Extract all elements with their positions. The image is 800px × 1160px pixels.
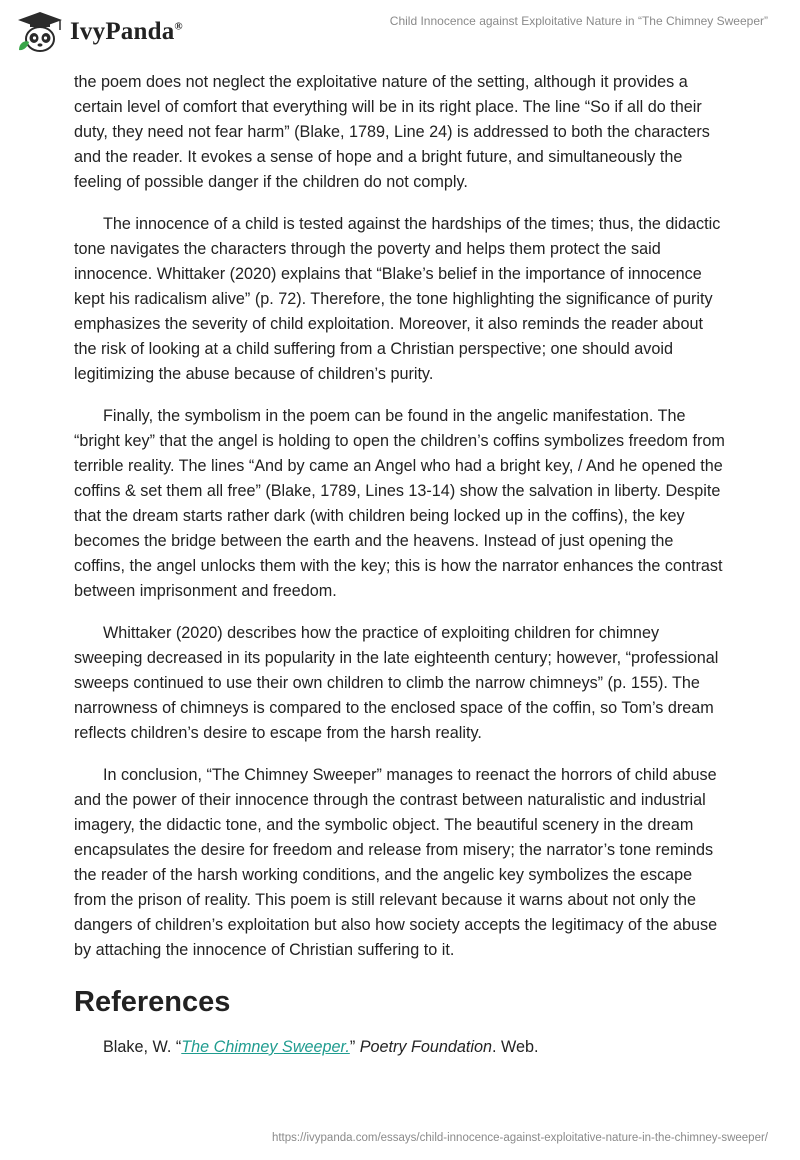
paragraph-continuation: the poem does not neglect the exploitative nature of the setting, although it provides a certain level of comfort that everything will be in its right place. The line “So if all do their duty, they need not fear harm” (Blake, 1789, Line 24) is addressed to both the characters and the reader. It evokes a sense of hope and a bright future, and simultaneously the feeling of possible danger if the children do not comply. <box>74 73 710 191</box>
panda-graduate-icon <box>16 10 64 54</box>
ivypanda-logo[interactable] <box>16 10 183 54</box>
reference-source: Poetry Foundation <box>359 1038 492 1056</box>
reference-title-link[interactable]: The Chimney Sweeper. <box>181 1038 350 1056</box>
paragraph-innocence: The innocence of a child is tested against the hardships of the times; thus, the didactic tone navigates the characters through the poverty and helps them protect the said innocence. Whittaker (2020) explains that “Blake’s belief in the importance of innocence kept his radicalism alive” (p. 72). Therefore, the tone highlighting the significance of purity emphasizes the severity of child exploitation. Moreover, it also reminds the reader about the risk of looking at a child suffering from a Christian perspective; one should avoid legitimizing the abuse because of children’s purity. <box>74 215 721 383</box>
paragraph-symbolism: Finally, the symbolism in the poem can be found in the angelic manifestation. The “bright key” that the angel is holding to open the children’s coffins symbolizes freedom from terrible reality. The lines “And by came an Angel who had a bright key, / And he opened the coffins & set them all free” (Blake, 1789, Lines 13-14) show the salvation in liberty. Despite that the dream starts rather dark (with children being locked up in the coffins), the key becomes the bridge between the earth and the heavens. Instead of just opening the coffins, the angel unlocks them with the key; this is how the narrator enhances the contrast between imprisonment and freedom. <box>74 407 725 600</box>
running-title: Child Innocence against Exploitative Nature in “The Chimney Sweeper” <box>389 14 768 28</box>
paragraph-conclusion: In conclusion, “The Chimney Sweeper” manages to reenact the horrors of child abuse and the power of their innocence through the contrast between naturalistic and industrial imagery, the didactic tone, and the symbolic object. The beautiful scenery in the dream encapsulates the desire for freedom and release from misery; the narrator’s tone reminds the reader of the harsh working conditions, and the angelic key symbolizes the escape from the prison of reality. This poem is still relevant because it warns about not only the dangers of children’s exploitation but also how society accepts the legitimacy of the abuse by attaching the innocence of Christian suffering to it. <box>74 766 718 959</box>
reference-author: Blake, W. “ <box>103 1038 182 1056</box>
page-header <box>0 0 800 70</box>
reference-tail: . Web. <box>492 1038 539 1056</box>
reference-entry <box>74 1035 726 1060</box>
references-heading: References <box>74 986 231 1018</box>
brand-name: IvyPanda® <box>70 18 183 45</box>
paragraph-chimney-sweeping: Whittaker (2020) describes how the practice of exploiting children for chimney sweeping decreased in its popularity in the late eighteenth century; however, “professional sweeps continued to use their own children to climb the narrow chimneys” (p. 155). The narrowness of chimneys is compared to the enclosed space of the coffin, so Tom’s dream reflects children’s desire to escape from the harsh reality. <box>74 624 719 742</box>
reference-quote-close: ” <box>349 1038 360 1056</box>
footer-url[interactable]: https://ivypanda.com/essays/child-innocence-against-exploitative-nature-in-the-chimney-sweeper/ <box>271 1132 768 1144</box>
essay-body <box>74 70 726 1060</box>
